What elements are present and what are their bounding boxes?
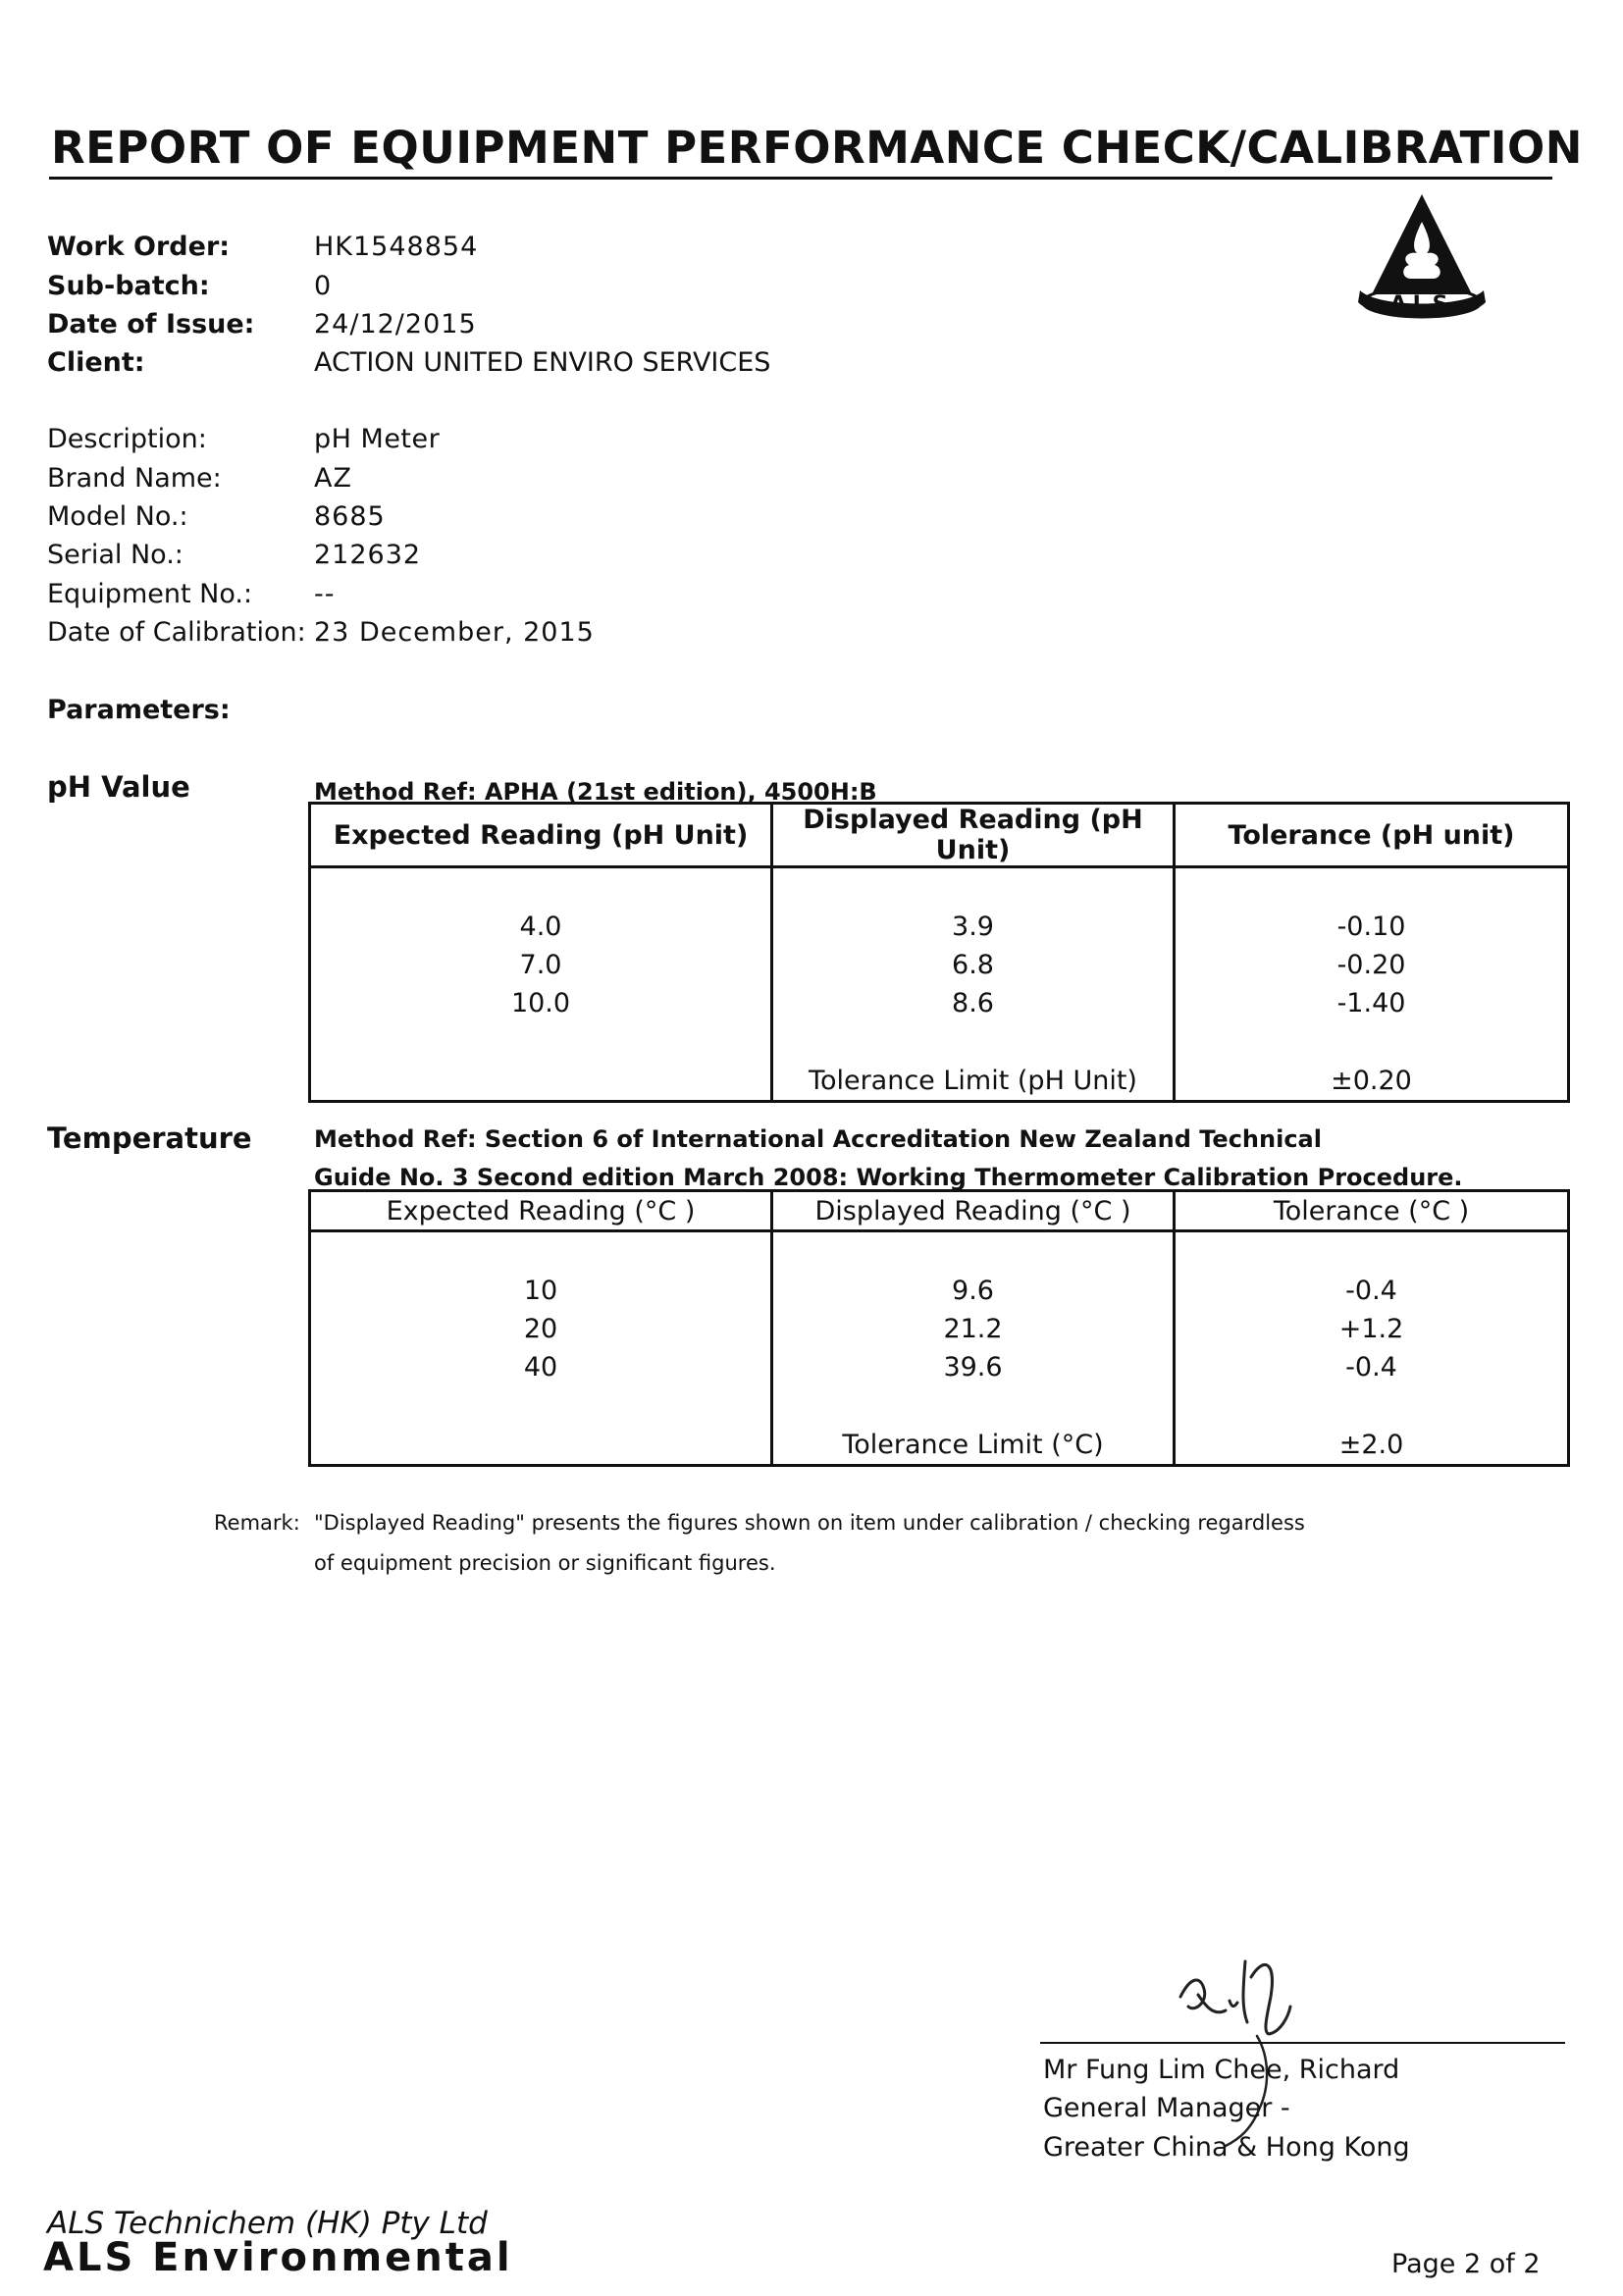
client-label: Client: <box>47 347 145 378</box>
tolerance-cell: -0.20 <box>1175 946 1569 984</box>
date-of-calibration-value: 23 December, 2015 <box>314 617 595 648</box>
date-of-issue-label: Date of Issue: <box>47 309 255 339</box>
table-header-row <box>310 804 1569 867</box>
client-value: ACTION UNITED ENVIRO SERVICES <box>314 347 771 378</box>
spacer-row <box>310 1022 1569 1062</box>
parameters-label: Parameters: <box>47 695 231 725</box>
report-title: REPORT OF EQUIPMENT PERFORMANCE CHECK/CALIBRATION <box>51 122 1583 174</box>
table-row <box>310 1310 1569 1348</box>
temperature-calibration-table <box>308 1189 1570 1467</box>
description-label: Description: <box>47 424 207 454</box>
brand-wordmark: ALS Environmental <box>43 2235 513 2280</box>
work-order-label: Work Order: <box>47 232 231 262</box>
table-row <box>310 908 1569 946</box>
signatory-region: Greater China & Hong Kong <box>1043 2132 1410 2163</box>
svg-text:ALS: ALS <box>1389 292 1454 317</box>
page-number: Page 2 of 2 <box>1391 2249 1541 2279</box>
signature-line <box>1040 2042 1565 2044</box>
title-underline <box>49 177 1552 180</box>
tolerance-cell: +1.2 <box>1175 1310 1569 1348</box>
table-row <box>310 1272 1569 1310</box>
displayed-cell: 9.6 <box>772 1272 1175 1310</box>
model-no-label: Model No.: <box>47 501 188 532</box>
remark-label: Remark: <box>214 1511 300 1535</box>
column-header: Tolerance (°C ) <box>1175 1191 1569 1231</box>
table-row <box>310 946 1569 984</box>
signatory-name: Mr Fung Lim Chee, Richard <box>1043 2055 1400 2085</box>
equipment-no-label: Equipment No.: <box>47 579 253 609</box>
expected-cell: 7.0 <box>310 946 772 984</box>
table-row <box>310 1348 1569 1386</box>
displayed-cell: 39.6 <box>772 1348 1175 1386</box>
tolerance-cell: -0.4 <box>1175 1348 1569 1386</box>
temperature-method-ref-line1: Method Ref: Section 6 of International Accreditation New Zealand Technical <box>314 1125 1322 1153</box>
sub-batch-label: Sub-batch: <box>47 271 210 301</box>
expected-cell: 20 <box>310 1310 772 1348</box>
sub-batch-value: 0 <box>314 271 333 301</box>
brand-name-label: Brand Name: <box>47 463 222 494</box>
displayed-cell: 6.8 <box>772 946 1175 984</box>
column-header: Expected Reading (°C ) <box>310 1191 772 1231</box>
date-of-issue-value: 24/12/2015 <box>314 309 477 339</box>
model-no-value: 8685 <box>314 501 386 532</box>
brand-name-value: AZ <box>314 463 352 494</box>
expected-cell: 4.0 <box>310 908 772 946</box>
expected-cell: 40 <box>310 1348 772 1386</box>
column-header: Displayed Reading (pH Unit) <box>772 804 1175 867</box>
displayed-cell: 3.9 <box>772 908 1175 946</box>
work-order-value: HK1548854 <box>314 232 479 262</box>
column-header: Displayed Reading (°C ) <box>772 1191 1175 1231</box>
spacer-row <box>310 1231 1569 1273</box>
remark-text-line2: of equipment precision or significant figures. <box>314 1551 776 1575</box>
displayed-cell: 8.6 <box>772 984 1175 1022</box>
tolerance-cell: -0.10 <box>1175 908 1569 946</box>
temperature-section-label: Temperature <box>47 1122 252 1155</box>
tolerance-cell: -0.4 <box>1175 1272 1569 1310</box>
tolerance-limit-row <box>310 1426 1569 1466</box>
description-value: pH Meter <box>314 424 441 454</box>
tolerance-cell: -1.40 <box>1175 984 1569 1022</box>
expected-cell: 10 <box>310 1272 772 1310</box>
serial-no-label: Serial No.: <box>47 540 183 570</box>
ph-section-label: pH Value <box>47 770 190 804</box>
spacer-row <box>310 867 1569 909</box>
tolerance-limit-label: Tolerance Limit (pH Unit) <box>772 1062 1175 1102</box>
signatory-title: General Manager - <box>1043 2093 1290 2123</box>
tolerance-limit-value: ±0.20 <box>1175 1062 1569 1102</box>
remark-text-line1: "Displayed Reading" presents the figures shown on item under calibration / checking regardless <box>314 1511 1305 1535</box>
tolerance-limit-value: ±2.0 <box>1175 1426 1569 1466</box>
spacer-row <box>310 1386 1569 1426</box>
expected-cell: 10.0 <box>310 984 772 1022</box>
als-logo-icon <box>1352 192 1492 324</box>
displayed-cell: 21.2 <box>772 1310 1175 1348</box>
date-of-calibration-label: Date of Calibration: <box>47 617 306 648</box>
column-header: Tolerance (pH unit) <box>1175 804 1569 867</box>
tolerance-limit-label: Tolerance Limit (°C) <box>772 1426 1175 1466</box>
serial-no-value: 212632 <box>314 540 422 570</box>
ph-calibration-table <box>308 802 1570 1103</box>
ph-method-ref: Method Ref: APHA (21st edition), 4500H:B <box>314 778 877 806</box>
table-header-row <box>310 1191 1569 1231</box>
column-header: Expected Reading (pH Unit) <box>310 804 772 867</box>
company-name: ALS Technichem (HK) Pty Ltd <box>47 2206 488 2241</box>
equipment-no-value: -- <box>314 579 336 609</box>
tolerance-limit-row <box>310 1062 1569 1102</box>
table-row <box>310 984 1569 1022</box>
temperature-method-ref-line2: Guide No. 3 Second edition March 2008: Working Thermometer Calibration Procedure. <box>314 1164 1463 1191</box>
